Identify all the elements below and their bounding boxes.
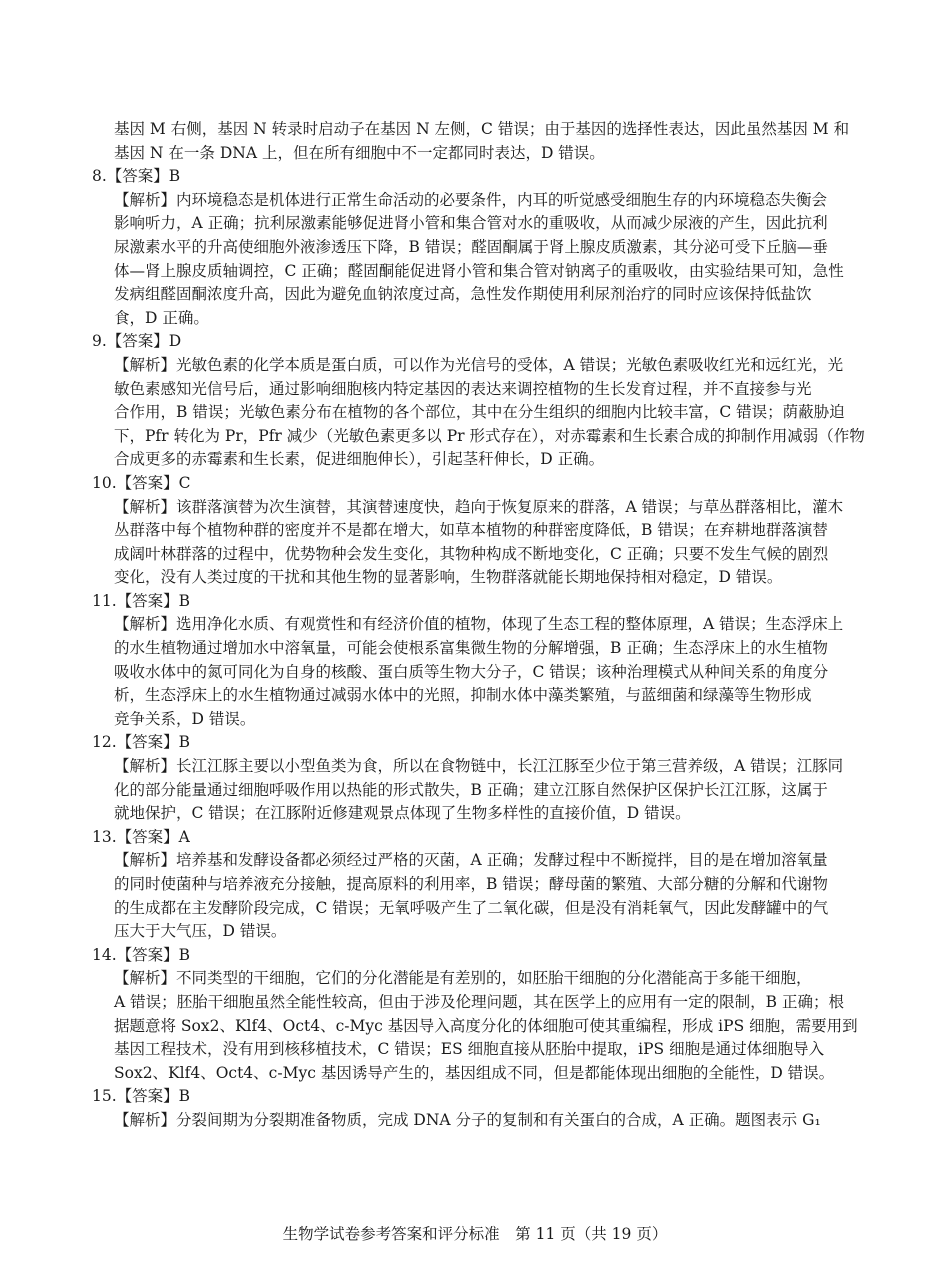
explanation-line: 基因 M 右侧，基因 N 转录时启动子在基因 N 左侧，C 错误；由于基因的选择性表达，因此虽然基因 M 和 [114,120,850,138]
explanation-line: 变化，没有人类过度的干扰和其他生物的显著影响，生物群落就能长期地保持相对稳定，D 错误。 [114,568,783,587]
explanation-line: 合作用，B 错误；光敏色素分布在植物的各个部位，其中在分生组织的细胞内比较丰富，C 错误；荫蔽胁迫 [114,403,845,422]
explanation-line: 【解析】该群落演替为次生演替，其演替速度快，趋向于恢复原来的群落，A 错误；与草丛群落相比，灌木 [114,497,844,516]
explanation-line: Sox2、Klf4、Oct4、c-Myc 基因诱导产生的，基因组成不同，但是都能体现出细胞的全能性，D 错误。 [114,1063,835,1082]
answer-heading: 11.【答案】B [92,591,191,610]
answer-heading: 9.【答案】D [92,332,182,351]
explanation-line: 的同时使菌种与培养液充分接触，提高原料的利用率，B 错误；酵母菌的繁殖、大部分糖的分解和代谢物 [114,875,828,893]
explanation-line: 【解析】长江江豚主要以小型鱼类为食，所以在食物链中，长江江豚至少位于第三营养级，A 错误；江豚同 [114,757,844,776]
page-footer: 生物学试卷参考答案和评分标准 第 11 页（共 19 页） [282,1225,668,1243]
explanation-line: 丛群落中每个植物种群的密度并不是都在增大，如草本植物的种群密度降低，B 错误；在弃耕地群落演替 [114,521,828,540]
explanation-line: 【解析】选用净化水质、有观赏性和有经济价值的植物，体现了生态工程的整体原理，A 错误；生态浮床上 [114,615,844,634]
explanation-line: 吸收水体中的氮可同化为自身的核酸、蛋白质等生物大分子，C 错误；该种治理模式从种间关系的角度分 [114,662,829,681]
answer-text-body [92,118,865,1133]
explanation-line: 食，D 正确。 [114,308,209,327]
explanation-line: 的生成都在主发酵阶段完成，C 错误；无氧呼吸产生了二氧化碳，但是没有消耗氧气，因此发酵罐中的气 [114,898,829,917]
explanation-line: 敏色素感知光信号后，通过影响细胞核内特定基因的表达来调控植物的生长发育过程，并不直接参与光 [114,379,812,398]
explanation-line: 【解析】不同类型的干细胞，它们的分化潜能是有差别的，如胚胎干细胞的分化潜能高于多能干细胞， [114,969,812,988]
answer-heading: 13.【答案】A [92,827,190,846]
explanation-line: 据题意将 Sox2、Klf4、Oct4、c-Myc 基因导入高度分化的体细胞可使其重编程，形成 iPS 细胞，需要用到 [114,1016,858,1035]
explanation-line: 尿激素水平的升高使细胞外液渗透压下降，B 错误；醛固酮属于肾上腺皮质激素，其分泌可受下丘脑—垂 [114,237,828,256]
explanation-line: 基因 N 在一条 DNA 上，但在所有细胞中不一定都同时表达，D 错误。 [114,143,605,162]
explanation-line: 【解析】光敏色素的化学本质是蛋白质，可以作为光信号的受体，A 错误；光敏色素吸收红光和远红光，光 [114,355,844,374]
explanation-line: 体—肾上腺皮质轴调控，C 正确；醛固酮能促进肾小管和集合管对钠离子的重吸收，由实验结果可知，急性 [114,261,844,280]
explanation-line: 【解析】内环境稳态是机体进行正常生命活动的必要条件，内耳的听觉感受细胞生存的内环境稳态失衡会 [114,190,828,209]
answer-heading: 10.【答案】C [92,473,191,492]
explanation-line: 就地保护，C 错误；在江豚附近修建观景点体现了生物多样性的直接价值，D 错误。 [114,804,691,823]
answer-heading: 14.【答案】B [92,945,191,964]
explanation-line: 【解析】培养基和发酵设备都必须经过严格的灭菌，A 正确；发酵过程中不断搅拌，目的是在增加溶氧量 [114,851,828,870]
explanation-line: 合成更多的赤霉素和生长素，促进细胞伸长），引起茎秆伸长，D 正确。 [114,450,605,469]
answer-heading: 8.【答案】B [92,167,181,186]
explanation-line: 下，Pfr 转化为 Pr，Pfr 减少（光敏色素更多以 Pr 形式存在），对赤霉素和生长素合成的抑制作用减弱（作物 [114,426,865,445]
explanation-line: 析，生态浮床上的水生植物通过减弱水体中的光照，抑制水体中藻类繁殖，与蓝细菌和绿藻等生物形成 [114,686,812,705]
explanation-line: 化的部分能量通过细胞呼吸作用以热能的形式散失，B 正确；建立江豚自然保护区保护长江江豚，这属于 [114,780,828,799]
explanation-line: 影响听力，A 正确；抗利尿激素能够促进肾小管和集合管对水的重吸收，从而减少尿液的产生，因此抗利 [114,214,828,233]
explanation-line: 基因工程技术，没有用到核移植技术，C 错误；ES 细胞直接从胚胎中提取，iPS 细胞是通过体细胞导入 [114,1040,825,1059]
answer-heading: 12.【答案】B [92,733,191,752]
explanation-line: 竞争关系，D 错误。 [114,709,256,728]
explanation-line: 【解析】分裂间期为分裂期准备物质，完成 DNA 分子的复制和有关蛋白的合成，A 正确。题图表示 G₁ [114,1110,821,1129]
explanation-line: A 错误；胚胎干细胞虽然全能性较高，但由于涉及伦理问题，其在医学上的应用有一定的限制，B 正确；根 [114,992,844,1011]
explanation-line: 压大于大气压，D 错误。 [114,922,287,941]
explanation-line: 发病组醛固酮浓度升高，因此为避免血钠浓度过高，急性发作期使用利尿剂治疗的同时应该保持低盐饮 [114,285,812,304]
explanation-line: 的水生植物通过增加水中溶氧量，可能会使根系富集微生物的分解增强，B 正确；生态浮床上的水生植物 [114,639,828,658]
answer-heading: 15.【答案】B [92,1087,191,1106]
explanation-line: 成阔叶林群落的过程中，优势物种会发生变化，其物种构成不断地变化，C 正确；只要不发生气候的剧烈 [114,544,829,563]
